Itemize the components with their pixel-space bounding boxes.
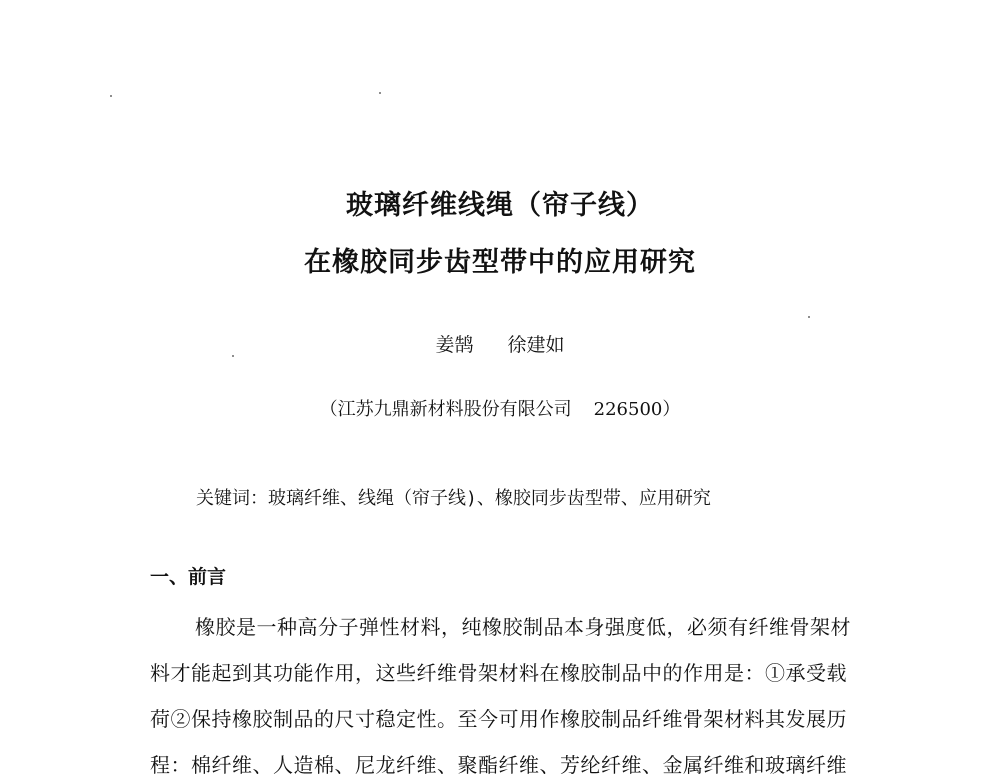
paragraph-line: 程：棉纤维、人造棉、尼龙纤维、聚酯纤维、芳纶纤维、金属纤维和玻璃纤维 <box>150 753 847 777</box>
affiliation-org: （江苏九鼎新材料股份有限公司 <box>319 399 572 420</box>
author-name: 徐建如 <box>507 334 565 356</box>
scan-speck <box>379 92 381 94</box>
title-line-2: 在橡胶同步齿型带中的应用研究 <box>304 247 696 278</box>
paragraph-line: 料才能起到其功能作用，这些纤维骨架材料在橡胶制品中的作用是：①承受载 <box>150 661 847 685</box>
keywords: 关键词：玻璃纤维、线绳（帘子线)、橡胶同步齿型带、应用研究 <box>196 488 711 509</box>
author-list <box>0 330 1000 357</box>
author-name: 姜鹄 <box>435 334 474 356</box>
paragraph-line: 荷②保持橡胶制品的尺寸稳定性。至今可用作橡胶制品纤维骨架材料其发展历 <box>150 707 847 731</box>
affiliation <box>0 395 1000 421</box>
scan-speck <box>110 95 112 97</box>
section-heading: 一、前言 <box>150 566 227 588</box>
affiliation-postcode: 226500） <box>593 399 681 420</box>
paragraph-line: 橡胶是一种高分子弹性材料，纯橡胶制品本身强度低，必须有纤维骨架材 <box>195 615 851 639</box>
title-line-1: 玻璃纤维线绳（帘子线） <box>346 190 654 221</box>
scan-speck <box>808 316 810 318</box>
